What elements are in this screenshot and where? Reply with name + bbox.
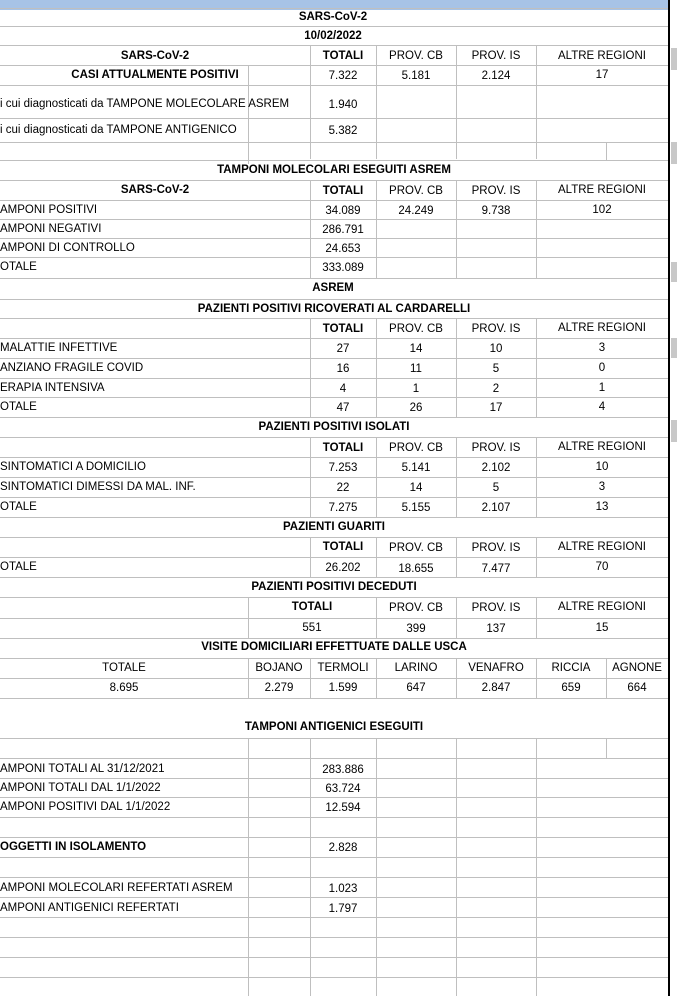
report-date: 10/02/2022 <box>304 30 362 42</box>
guariti-title: PAZIENTI GUARITI <box>282 521 385 533</box>
usca-header: TERMOLI <box>317 662 369 674</box>
table-cell-totali: 63.724 <box>325 783 361 795</box>
asrem-label: ASREM <box>312 282 354 294</box>
deceduti-cb: 399 <box>406 623 426 635</box>
table-cell-cb: 5.155 <box>401 502 431 514</box>
table-row-label: SINTOMATICI DIMESSI DA MAL. INF. <box>0 481 196 493</box>
grid-row-line <box>0 758 668 759</box>
table-cell-cb: 24.249 <box>398 205 434 217</box>
table-cell-cb: 5.141 <box>401 462 431 474</box>
table-row-label: AMPONI ANTIGENICI REFERTATI <box>0 902 179 914</box>
deceduti-title: PAZIENTI POSITIVI DECEDUTI <box>251 581 417 593</box>
tamponi-mol-title: TAMPONI MOLECOLARI ESEGUITI ASREM <box>217 164 451 176</box>
table-cell-is: 10 <box>489 343 503 355</box>
usca-value: 659 <box>561 682 581 694</box>
table-cell-totali: 333.089 <box>322 262 364 274</box>
usca-header: TOTALE <box>102 662 146 674</box>
grid-col-line <box>376 738 377 996</box>
table-cell-is: 17 <box>489 402 503 414</box>
usca-value: 2.847 <box>481 682 511 694</box>
table-cell-altre: 0 <box>598 362 606 374</box>
header-totali: TOTALI <box>322 442 364 454</box>
casi-antigenico-label: i cui diagnosticati da TAMPONE ANTIGENICO <box>0 124 237 136</box>
grid-row-line <box>0 877 668 878</box>
side-strip <box>671 142 677 164</box>
header-altre-regioni: ALTRE REGIONI <box>558 541 646 553</box>
grid-row-line <box>0 937 668 938</box>
table-cell-totali: 283.886 <box>322 764 364 776</box>
usca-value: 8.695 <box>109 682 139 694</box>
usca-value: 647 <box>406 682 426 694</box>
side-strip <box>671 262 677 282</box>
header-prov-is: PROV. IS <box>471 542 521 554</box>
casi-molecolare-value: 1.940 <box>328 99 358 111</box>
table-cell-totali: 24.653 <box>325 243 361 255</box>
table-row-label: AMPONI TOTALI DAL 1/1/2022 <box>0 782 161 794</box>
page-title: SARS-CoV-2 <box>298 11 368 23</box>
side-strip <box>671 48 677 70</box>
header-prov-cb: PROV. CB <box>389 442 443 454</box>
table-cell-totali: 286.791 <box>322 224 364 236</box>
grid-row-line <box>0 738 668 739</box>
table-cell-is: 5 <box>492 363 500 375</box>
header-altre-regioni: ALTRE REGIONI <box>558 322 646 334</box>
header-prov-is: PROV. IS <box>471 50 521 62</box>
table-cell-altre: 1 <box>598 382 606 394</box>
header-prov-is: PROV. IS <box>471 185 521 197</box>
antigenici-title: TAMPONI ANTIGENICI ESEGUITI <box>244 721 424 733</box>
grid-row-line <box>0 957 668 958</box>
header-prov-cb: PROV. CB <box>389 323 443 335</box>
usca-header: AGNONE <box>612 662 662 674</box>
table-cell-altre: 70 <box>595 561 609 573</box>
side-strip <box>671 420 677 442</box>
usca-value: 1.599 <box>328 682 358 694</box>
casi-molecolare-label: i cui diagnosticati da TAMPONE MOLECOLARE ASREM <box>0 98 290 110</box>
page-edge <box>668 0 670 996</box>
table-row-label: OTALE <box>0 561 37 573</box>
table-cell-totali: 1.023 <box>328 883 358 895</box>
grid-row-line <box>0 977 668 978</box>
table-row-label: AMPONI NEGATIVI <box>0 223 102 235</box>
usca-header: LARINO <box>394 662 438 674</box>
casi-totali: 7.322 <box>328 70 358 82</box>
isolati-title: PAZIENTI POSITIVI ISOLATI <box>258 421 410 433</box>
table-row-label: SINTOMATICI A DOMICILIO <box>0 461 146 473</box>
table-cell-cb: 11 <box>410 363 422 375</box>
table-cell-totali: 26.202 <box>325 562 361 574</box>
header-prov-cb: PROV. CB <box>389 50 443 62</box>
header-totali: TOTALI <box>291 601 333 613</box>
table-row-label: AMPONI POSITIVI <box>0 204 98 216</box>
casi-antigenico-value: 5.382 <box>328 125 358 137</box>
table-cell-cb: 26 <box>409 402 423 414</box>
table-row-label: OTALE <box>0 401 37 413</box>
table-cell-cb: 14 <box>409 343 423 355</box>
casi-altre: 17 <box>595 69 609 81</box>
table-row-label: OTALE <box>0 501 37 513</box>
grid-col-line <box>456 738 457 996</box>
usca-value: 664 <box>627 682 647 694</box>
header-prov-is: PROV. IS <box>471 442 521 454</box>
casi-label: CASI ATTUALMENTE POSITIVI <box>71 69 239 81</box>
casi-cb: 5.181 <box>401 70 431 82</box>
table-cell-totali: 12.594 <box>325 802 361 814</box>
usca-header: RICCIA <box>551 662 591 674</box>
grid-row-line <box>0 85 668 86</box>
header-altre-regioni: ALTRE REGIONI <box>558 50 646 62</box>
table-row-label: AMPONI DI CONTROLLO <box>0 242 135 254</box>
header-label: SARS-CoV-2 <box>120 50 190 62</box>
table-cell-cb: 14 <box>409 482 423 494</box>
isolamento-label: OGGETTI IN ISOLAMENTO <box>0 841 147 853</box>
deceduti-is: 137 <box>486 623 506 635</box>
table-cell-is: 5 <box>492 482 500 494</box>
header-prov-is: PROV. IS <box>471 602 521 614</box>
usca-header: VENAFRO <box>468 662 524 674</box>
grid-row-line <box>0 118 668 119</box>
table-cell-altre: 3 <box>598 342 606 354</box>
table-cell-altre: 102 <box>592 204 612 216</box>
header-altre-regioni: ALTRE REGIONI <box>558 184 646 196</box>
grid-row-line <box>0 45 668 46</box>
table-cell-cb: 1 <box>412 383 420 395</box>
usca-title: VISITE DOMICILIARI EFFETTUATE DALLE USCA <box>201 641 467 653</box>
header-totali: TOTALI <box>322 50 364 62</box>
grid-col-line <box>606 142 607 160</box>
header-altre-regioni: ALTRE REGIONI <box>558 601 646 613</box>
casi-is: 2.124 <box>481 70 511 82</box>
table-cell-totali: 1.797 <box>328 903 358 915</box>
ricoverati-title: PAZIENTI POSITIVI RICOVERATI AL CARDARELLI <box>197 303 471 315</box>
table-cell-totali: 16 <box>336 363 350 375</box>
header-prov-is: PROV. IS <box>471 323 521 335</box>
table-cell-totali: 47 <box>336 402 350 414</box>
table-cell-is: 7.477 <box>481 563 511 575</box>
header-prov-cb: PROV. CB <box>389 185 443 197</box>
table-cell-is: 2.107 <box>481 502 511 514</box>
table-cell-totali: 7.275 <box>328 502 358 514</box>
table-row-label: AMPONI MOLECOLARI REFERTATI ASREM <box>0 882 233 894</box>
grid-row-line <box>0 817 668 818</box>
grid-col-line <box>536 738 537 996</box>
header-label: SARS-CoV-2 <box>120 184 190 196</box>
table-cell-altre: 3 <box>598 481 606 493</box>
table-cell-totali: 4 <box>339 383 347 395</box>
deceduti-altre: 15 <box>595 622 609 634</box>
table-cell-totali: 27 <box>336 343 350 355</box>
table-cell-altre: 4 <box>598 401 606 413</box>
table-cell-cb: 18.655 <box>398 563 434 575</box>
table-row-label: ANZIANO FRAGILE COVID <box>0 362 144 374</box>
table-cell-totali: 34.089 <box>325 205 361 217</box>
deceduti-totali: 551 <box>302 622 322 634</box>
isolamento-value: 2.828 <box>328 842 358 854</box>
grid-row-line <box>0 698 668 699</box>
usca-value: 2.279 <box>264 682 294 694</box>
header-totali: TOTALI <box>322 185 364 197</box>
table-row-label: ERAPIA INTENSIVA <box>0 382 105 394</box>
table-cell-altre: 13 <box>595 501 609 513</box>
grid-col-line <box>606 738 607 758</box>
header-prov-cb: PROV. CB <box>389 602 443 614</box>
table-cell-altre: 10 <box>595 461 609 473</box>
table-row-label: AMPONI TOTALI AL 31/12/2021 <box>0 763 165 775</box>
table-cell-totali: 22 <box>336 482 350 494</box>
header-altre-regioni: ALTRE REGIONI <box>558 441 646 453</box>
grid-row-line <box>0 857 668 858</box>
table-row-label: OTALE <box>0 261 37 273</box>
table-row-label: AMPONI POSITIVI DAL 1/1/2022 <box>0 801 171 813</box>
usca-header: BOJANO <box>255 662 303 674</box>
grid-row-line <box>0 142 668 143</box>
table-cell-is: 2 <box>492 383 500 395</box>
table-row-label: MALATTIE INFETTIVE <box>0 342 118 354</box>
side-strip <box>671 338 677 358</box>
table-cell-is: 2.102 <box>481 462 511 474</box>
header-prov-cb: PROV. CB <box>389 542 443 554</box>
table-cell-totali: 7.253 <box>328 462 358 474</box>
header-totali: TOTALI <box>322 541 364 553</box>
header-totali: TOTALI <box>322 323 364 335</box>
table-cell-is: 9.738 <box>481 205 511 217</box>
